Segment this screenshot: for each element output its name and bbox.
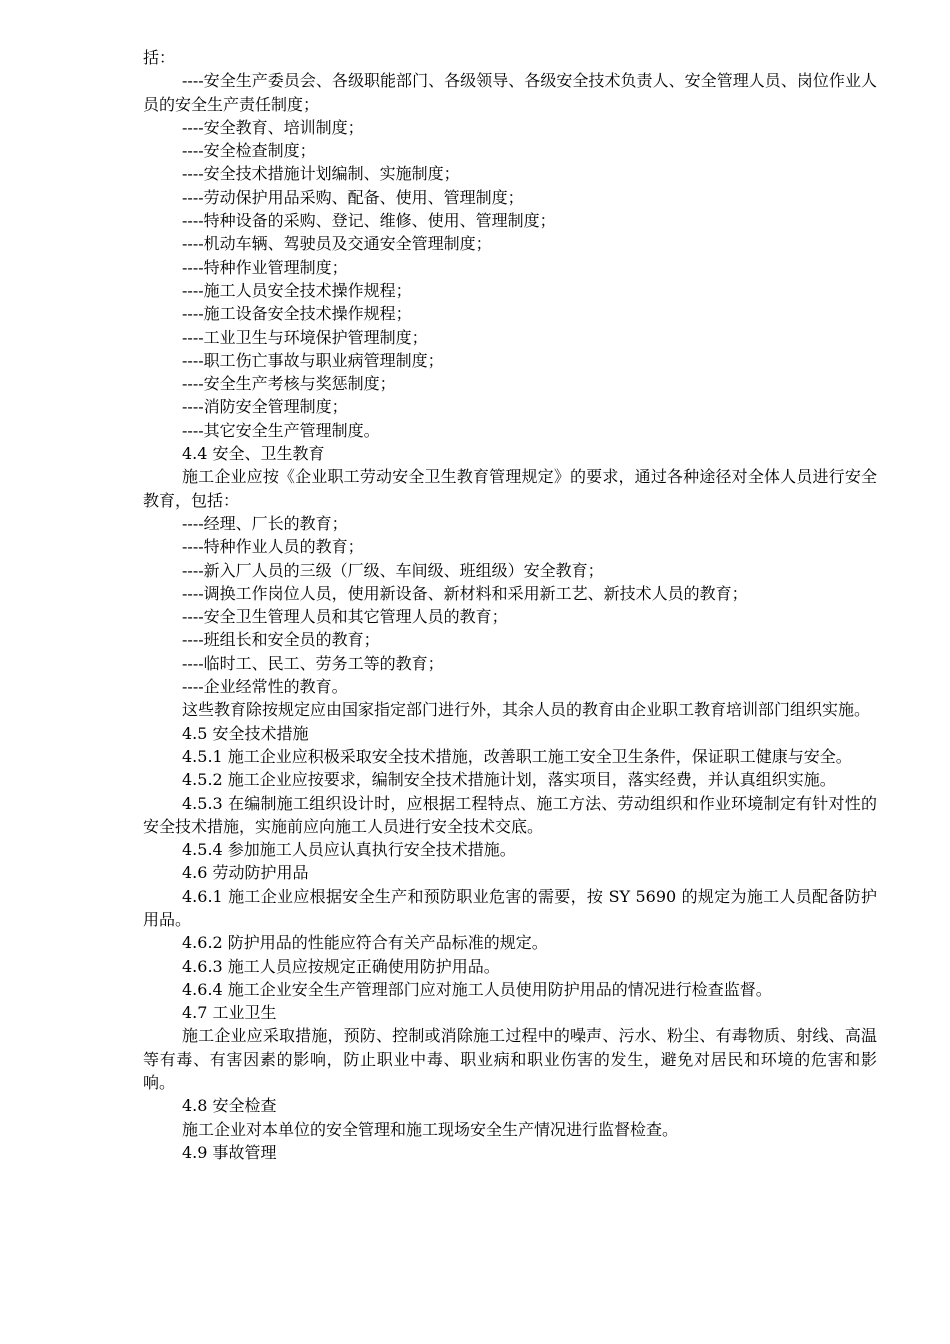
list-item: ----经理、厂长的教育； — [182, 513, 348, 533]
paragraph: 4.6.1 施工企业应根据安全生产和预防职业危害的需要，按 SY 5690 的规定为施工人员配备防护用品。 — [143, 886, 877, 929]
list-item: ----施工人员安全技术操作规程； — [182, 280, 412, 300]
list-item: ----临时工、民工、劳务工等的教育； — [182, 653, 444, 673]
list-item: ----班组长和安全员的教育； — [182, 630, 380, 650]
paragraph: 4.6.2 防护用品的性能应符合有关产品标准的规定。 — [182, 933, 548, 953]
list-item: ----特种作业管理制度； — [182, 257, 348, 277]
list-item: ----企业经常性的教育。 — [182, 677, 348, 697]
list-item: ----特种设备的采购、登记、维修、使用、管理制度； — [182, 211, 556, 231]
paragraph: 括： — [143, 48, 176, 67]
list-item: ----新入厂人员的三级（厂级、车间级、班组级）安全教育； — [182, 560, 604, 580]
paragraph: 4.5.1 施工企业应积极采取安全技术措施，改善职工施工安全卫生条件，保证职工健康与安全。 — [182, 746, 852, 766]
paragraph: 这些教育除按规定应由国家指定部门进行外，其余人员的教育由企业职工教育培训部门组织实施。 — [182, 700, 871, 720]
document-page — [143, 46, 877, 1164]
list-item: ----安全卫生管理人员和其它管理人员的教育； — [182, 607, 508, 627]
section-heading: 4.9 事故管理 — [182, 1142, 277, 1162]
list-item: ----施工设备安全技术操作规程； — [182, 304, 412, 324]
paragraph: 4.5.4 参加施工人员应认真执行安全技术措施。 — [182, 840, 516, 860]
paragraph: 施工企业应按《企业职工劳动安全卫生教育管理规定》的要求，通过各种途径对全体人员进行安全教育，包括： — [143, 467, 877, 510]
list-item: ----安全生产考核与奖惩制度； — [182, 374, 396, 394]
list-item: ----机动车辆、驾驶员及交通安全管理制度； — [182, 234, 492, 254]
paragraph: 施工企业应采取措施，预防、控制或消除施工过程中的噪声、污水、粉尘、有毒物质、射线、高温等有毒、有害因素的影响，防止职业中毒、职业病和职业伤害的发生，避免对居民和环境的危害和影响。 — [143, 1026, 877, 1093]
paragraph: 4.6.3 施工人员应按规定正确使用防护用品。 — [182, 956, 500, 976]
list-item: ----职工伤亡事故与职业病管理制度； — [182, 350, 444, 370]
section-heading: 4.7 工业卫生 — [182, 1003, 277, 1023]
list-item: ----劳动保护用品采购、配备、使用、管理制度； — [182, 187, 524, 207]
paragraph: 4.6.4 施工企业安全生产管理部门应对施工人员使用防护用品的情况进行检查监督。 — [182, 979, 772, 999]
paragraph: 施工企业对本单位的安全管理和施工现场安全生产情况进行监督检查。 — [182, 1119, 679, 1139]
list-item: ----调换工作岗位人员，使用新设备、新材料和采用新工艺、新技术人员的教育； — [182, 583, 748, 603]
list-item: ----安全检查制度； — [182, 141, 316, 161]
section-heading: 4.6 劳动防护用品 — [182, 863, 309, 883]
list-item: ----工业卫生与环境保护管理制度； — [182, 327, 428, 347]
list-item: ----安全教育、培训制度； — [182, 117, 364, 137]
list-item: ----消防安全管理制度； — [182, 397, 348, 417]
list-item: ----安全技术措施计划编制、实施制度； — [182, 164, 460, 184]
section-heading: 4.8 安全检查 — [182, 1096, 277, 1116]
section-heading: 4.4 安全、卫生教育 — [182, 444, 325, 464]
paragraph: 4.5.2 施工企业应按要求，编制安全技术措施计划，落实项目，落实经费，并认真组织实施。 — [182, 770, 836, 790]
list-item: ----其它安全生产管理制度。 — [182, 420, 380, 440]
paragraph: 4.5.3 在编制施工组织设计时，应根据工程特点、施工方法、劳动组织和作业环境制定有针对性的安全技术措施，实施前应向施工人员进行安全技术交底。 — [143, 793, 877, 836]
list-item: ----特种作业人员的教育； — [182, 537, 364, 557]
section-heading: 4.5 安全技术措施 — [182, 723, 309, 743]
list-item: ----安全生产委员会、各级职能部门、各级领导、各级安全技术负责人、安全管理人员、岗位作业人员的安全生产责任制度； — [143, 71, 877, 114]
